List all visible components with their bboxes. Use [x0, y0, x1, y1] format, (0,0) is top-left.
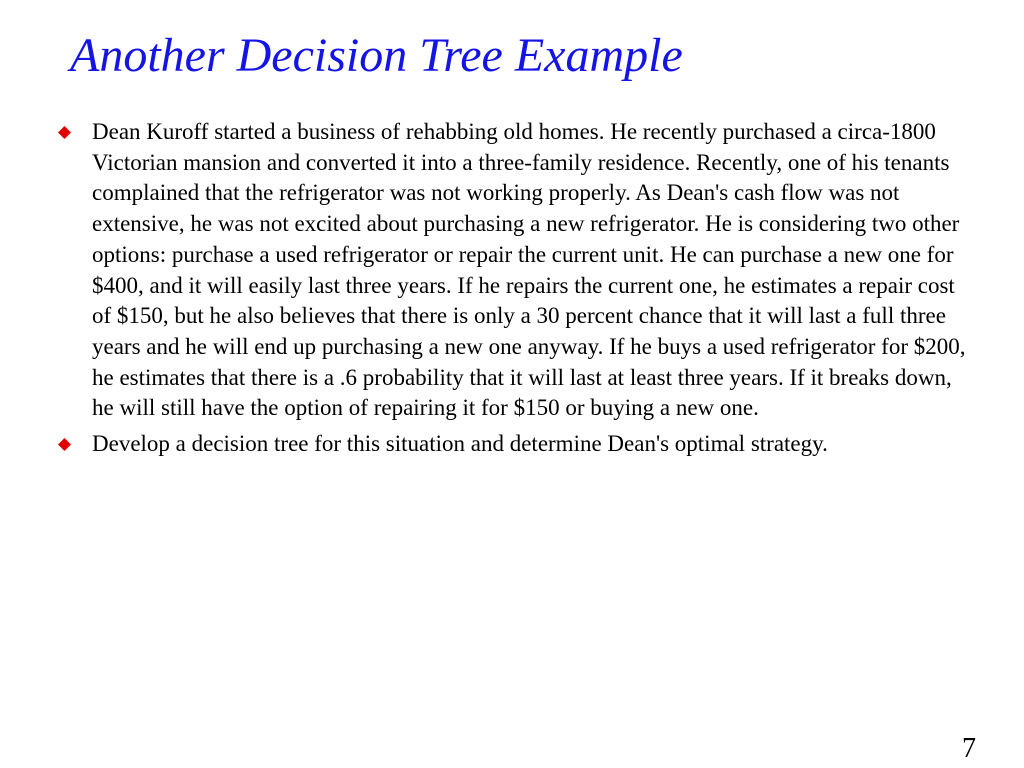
diamond-bullet-icon [58, 126, 71, 139]
slide-title: Another Decision Tree Example [70, 29, 683, 82]
bullet-item-problem [54, 117, 966, 424]
diamond-bullet-icon [58, 438, 71, 451]
bullet-text-task: Develop a decision tree for this situation and determine Dean's optimal strategy. [92, 431, 828, 457]
bullet-item-task [54, 429, 966, 460]
bullet-text-problem: Dean Kuroff started a business of rehabbing old homes. He recently purchased a circa-1800 Victorian mansion and converted it into a three-family residence. Recently, one of his tenants complained that the refrigerator was not working properly. As Dean's cash flow was not extensive, he was not excited about purchasing a new refrigerator. He is considering two other options: purchase a used refrigerator or repair the current unit. He can purchase a new one for $400, and it will easily last three years. If he repairs the current one, he estimates a repair cost of $150, but he also believes that there is only a 30 percent chance that it will last a full three years and he will end up purchasing a new one anyway. If he buys a used refrigerator for $200, he estimates that there is a .6 probability that it will last at least three years. If it breaks down, he will still have the option of repairing it for $150 or buying a new one. [92, 119, 966, 421]
bullet-list [54, 117, 966, 465]
page-number: 7 [962, 733, 976, 765]
